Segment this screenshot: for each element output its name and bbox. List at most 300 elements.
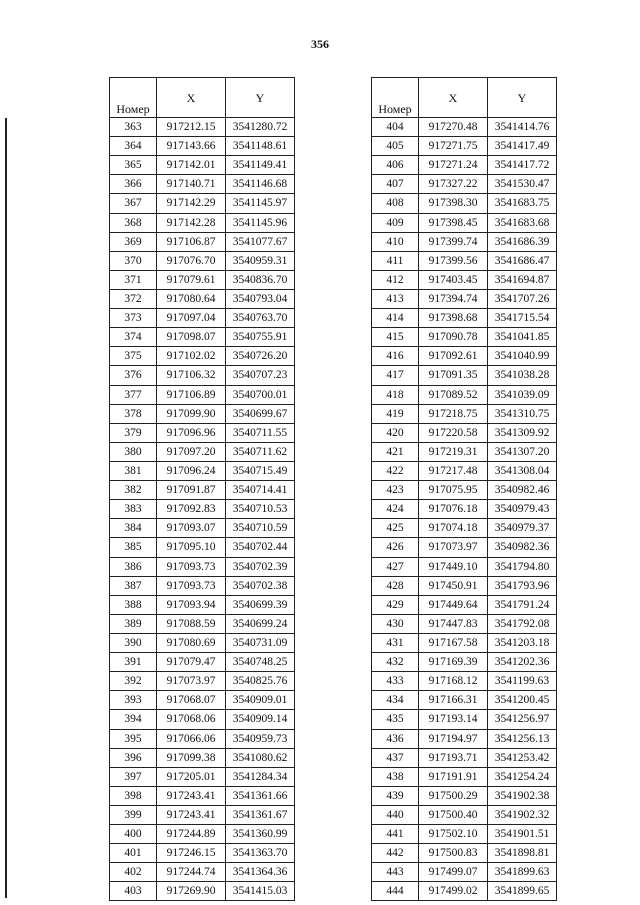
x-coordinate-cell: 917327.22 bbox=[419, 175, 488, 194]
table-row bbox=[372, 633, 557, 652]
coordinates-table-right bbox=[371, 77, 557, 901]
x-coordinate-cell: 917079.61 bbox=[157, 270, 226, 289]
y-coordinate-cell: 3540731.09 bbox=[226, 633, 295, 652]
point-number-cell: 408 bbox=[372, 194, 419, 213]
x-coordinate-cell: 917499.07 bbox=[419, 863, 488, 882]
point-number-cell: 381 bbox=[110, 461, 157, 480]
y-coordinate-cell: 3541686.39 bbox=[488, 232, 557, 251]
point-number-cell: 379 bbox=[110, 423, 157, 442]
y-coordinate-cell: 3540710.53 bbox=[226, 500, 295, 519]
x-coordinate-cell: 917399.74 bbox=[419, 232, 488, 251]
x-coordinate-cell: 917193.14 bbox=[419, 710, 488, 729]
point-number-cell: 428 bbox=[372, 576, 419, 595]
x-coordinate-cell: 917398.68 bbox=[419, 309, 488, 328]
table-row bbox=[110, 213, 295, 232]
point-number-cell: 386 bbox=[110, 557, 157, 576]
point-number-cell: 402 bbox=[110, 863, 157, 882]
y-coordinate-cell: 3541284.34 bbox=[226, 767, 295, 786]
table-row bbox=[110, 404, 295, 423]
table-row bbox=[372, 118, 557, 137]
table-row bbox=[372, 175, 557, 194]
table-row bbox=[372, 557, 557, 576]
x-coordinate-cell: 917097.20 bbox=[157, 442, 226, 461]
point-number-cell: 390 bbox=[110, 633, 157, 652]
x-coordinate-cell: 917093.07 bbox=[157, 519, 226, 538]
point-number-cell: 391 bbox=[110, 653, 157, 672]
x-coordinate-cell: 917449.10 bbox=[419, 557, 488, 576]
point-number-cell: 418 bbox=[372, 385, 419, 404]
table-row bbox=[110, 653, 295, 672]
header-number: Номер bbox=[372, 78, 419, 118]
point-number-cell: 404 bbox=[372, 118, 419, 137]
y-coordinate-cell: 3541530.47 bbox=[488, 175, 557, 194]
x-coordinate-cell: 917447.83 bbox=[419, 614, 488, 633]
y-coordinate-cell: 3541899.65 bbox=[488, 882, 557, 901]
x-coordinate-cell: 917075.95 bbox=[419, 481, 488, 500]
y-coordinate-cell: 3540710.59 bbox=[226, 519, 295, 538]
table-row bbox=[372, 786, 557, 805]
table-row bbox=[110, 595, 295, 614]
table-row bbox=[372, 366, 557, 385]
x-coordinate-cell: 917106.89 bbox=[157, 385, 226, 404]
page-number: 356 bbox=[311, 37, 329, 51]
point-number-cell: 444 bbox=[372, 882, 419, 901]
x-coordinate-cell: 917076.18 bbox=[419, 500, 488, 519]
x-coordinate-cell: 917068.07 bbox=[157, 691, 226, 710]
table-row bbox=[372, 595, 557, 614]
x-coordinate-cell: 917073.97 bbox=[419, 538, 488, 557]
x-coordinate-cell: 917271.24 bbox=[419, 156, 488, 175]
x-coordinate-cell: 917142.01 bbox=[157, 156, 226, 175]
x-coordinate-cell: 917205.01 bbox=[157, 767, 226, 786]
y-coordinate-cell: 3541899.63 bbox=[488, 863, 557, 882]
y-coordinate-cell: 3541145.97 bbox=[226, 194, 295, 213]
y-coordinate-cell: 3541686.47 bbox=[488, 251, 557, 270]
table-row bbox=[110, 786, 295, 805]
y-coordinate-cell: 3541417.72 bbox=[488, 156, 557, 175]
point-number-cell: 367 bbox=[110, 194, 157, 213]
y-coordinate-cell: 3540825.76 bbox=[226, 672, 295, 691]
point-number-cell: 396 bbox=[110, 748, 157, 767]
point-number-cell: 395 bbox=[110, 729, 157, 748]
x-coordinate-cell: 917106.87 bbox=[157, 232, 226, 251]
point-number-cell: 442 bbox=[372, 844, 419, 863]
x-coordinate-cell: 917193.71 bbox=[419, 748, 488, 767]
y-coordinate-cell: 3541309.92 bbox=[488, 423, 557, 442]
y-coordinate-cell: 3540982.46 bbox=[488, 481, 557, 500]
x-coordinate-cell: 917097.04 bbox=[157, 309, 226, 328]
y-coordinate-cell: 3541199.63 bbox=[488, 672, 557, 691]
point-number-cell: 433 bbox=[372, 672, 419, 691]
point-number-cell: 439 bbox=[372, 786, 419, 805]
point-number-cell: 412 bbox=[372, 270, 419, 289]
x-coordinate-cell: 917093.94 bbox=[157, 595, 226, 614]
y-coordinate-cell: 3541040.99 bbox=[488, 347, 557, 366]
table-body-left bbox=[110, 118, 295, 901]
x-coordinate-cell: 917099.90 bbox=[157, 404, 226, 423]
y-coordinate-cell: 3540982.36 bbox=[488, 538, 557, 557]
y-coordinate-cell: 3541146.68 bbox=[226, 175, 295, 194]
point-number-cell: 432 bbox=[372, 653, 419, 672]
header-y: Y bbox=[488, 78, 557, 118]
y-coordinate-cell: 3541041.85 bbox=[488, 328, 557, 347]
x-coordinate-cell: 917090.78 bbox=[419, 328, 488, 347]
point-number-cell: 375 bbox=[110, 347, 157, 366]
x-coordinate-cell: 917169.39 bbox=[419, 653, 488, 672]
point-number-cell: 409 bbox=[372, 213, 419, 232]
table-row bbox=[110, 557, 295, 576]
point-number-cell: 410 bbox=[372, 232, 419, 251]
point-number-cell: 371 bbox=[110, 270, 157, 289]
y-coordinate-cell: 3541694.87 bbox=[488, 270, 557, 289]
table-row bbox=[372, 519, 557, 538]
y-coordinate-cell: 3540793.04 bbox=[226, 289, 295, 308]
point-number-cell: 419 bbox=[372, 404, 419, 423]
x-coordinate-cell: 917398.30 bbox=[419, 194, 488, 213]
x-coordinate-cell: 917092.61 bbox=[419, 347, 488, 366]
x-coordinate-cell: 917095.10 bbox=[157, 538, 226, 557]
y-coordinate-cell: 3540702.38 bbox=[226, 576, 295, 595]
table-row bbox=[372, 691, 557, 710]
point-number-cell: 416 bbox=[372, 347, 419, 366]
point-number-cell: 382 bbox=[110, 481, 157, 500]
x-coordinate-cell: 917217.48 bbox=[419, 461, 488, 480]
table-row bbox=[372, 825, 557, 844]
table-row bbox=[110, 500, 295, 519]
y-coordinate-cell: 3541898.81 bbox=[488, 844, 557, 863]
y-coordinate-cell: 3541148.61 bbox=[226, 137, 295, 156]
y-coordinate-cell: 3540700.01 bbox=[226, 385, 295, 404]
table-row bbox=[372, 500, 557, 519]
y-coordinate-cell: 3541794.80 bbox=[488, 557, 557, 576]
x-coordinate-cell: 917399.56 bbox=[419, 251, 488, 270]
y-coordinate-cell: 3540909.01 bbox=[226, 691, 295, 710]
point-number-cell: 406 bbox=[372, 156, 419, 175]
table-row bbox=[372, 538, 557, 557]
y-coordinate-cell: 3541256.13 bbox=[488, 729, 557, 748]
x-coordinate-cell: 917096.96 bbox=[157, 423, 226, 442]
y-coordinate-cell: 3541308.04 bbox=[488, 461, 557, 480]
table-row bbox=[372, 461, 557, 480]
table-row bbox=[110, 519, 295, 538]
point-number-cell: 423 bbox=[372, 481, 419, 500]
header-number: Номер bbox=[110, 78, 157, 118]
table-row bbox=[110, 461, 295, 480]
point-number-cell: 429 bbox=[372, 595, 419, 614]
table-row bbox=[110, 270, 295, 289]
x-coordinate-cell: 917449.64 bbox=[419, 595, 488, 614]
y-coordinate-cell: 3541902.38 bbox=[488, 786, 557, 805]
point-number-cell: 394 bbox=[110, 710, 157, 729]
x-coordinate-cell: 917218.75 bbox=[419, 404, 488, 423]
point-number-cell: 441 bbox=[372, 825, 419, 844]
x-coordinate-cell: 917093.73 bbox=[157, 576, 226, 595]
x-coordinate-cell: 917502.10 bbox=[419, 825, 488, 844]
table-row bbox=[110, 576, 295, 595]
table-row bbox=[110, 767, 295, 786]
point-number-cell: 398 bbox=[110, 786, 157, 805]
table-row bbox=[372, 844, 557, 863]
point-number-cell: 421 bbox=[372, 442, 419, 461]
table-row bbox=[110, 672, 295, 691]
y-coordinate-cell: 3541363.70 bbox=[226, 844, 295, 863]
point-number-cell: 393 bbox=[110, 691, 157, 710]
y-coordinate-cell: 3540959.31 bbox=[226, 251, 295, 270]
table-row bbox=[110, 710, 295, 729]
table-row bbox=[110, 423, 295, 442]
table-row bbox=[372, 442, 557, 461]
table-row bbox=[110, 863, 295, 882]
point-number-cell: 378 bbox=[110, 404, 157, 423]
y-coordinate-cell: 3541038.28 bbox=[488, 366, 557, 385]
y-coordinate-cell: 3540707.23 bbox=[226, 366, 295, 385]
x-coordinate-cell: 917270.48 bbox=[419, 118, 488, 137]
x-coordinate-cell: 917244.74 bbox=[157, 863, 226, 882]
point-number-cell: 387 bbox=[110, 576, 157, 595]
x-coordinate-cell: 917142.28 bbox=[157, 213, 226, 232]
x-coordinate-cell: 917191.91 bbox=[419, 767, 488, 786]
x-coordinate-cell: 917088.59 bbox=[157, 614, 226, 633]
y-coordinate-cell: 3541361.67 bbox=[226, 805, 295, 824]
x-coordinate-cell: 917167.58 bbox=[419, 633, 488, 652]
y-coordinate-cell: 3541145.96 bbox=[226, 213, 295, 232]
coordinates-table-left bbox=[109, 77, 295, 901]
point-number-cell: 430 bbox=[372, 614, 419, 633]
y-coordinate-cell: 3540979.43 bbox=[488, 500, 557, 519]
y-coordinate-cell: 3540711.55 bbox=[226, 423, 295, 442]
table-row bbox=[110, 691, 295, 710]
table-row bbox=[372, 194, 557, 213]
x-coordinate-cell: 917066.06 bbox=[157, 729, 226, 748]
table-row bbox=[110, 748, 295, 767]
point-number-cell: 383 bbox=[110, 500, 157, 519]
point-number-cell: 368 bbox=[110, 213, 157, 232]
point-number-cell: 366 bbox=[110, 175, 157, 194]
point-number-cell: 364 bbox=[110, 137, 157, 156]
y-coordinate-cell: 3541902.32 bbox=[488, 805, 557, 824]
x-coordinate-cell: 917091.35 bbox=[419, 366, 488, 385]
y-coordinate-cell: 3541039.09 bbox=[488, 385, 557, 404]
point-number-cell: 411 bbox=[372, 251, 419, 270]
table-row bbox=[110, 118, 295, 137]
x-coordinate-cell: 917403.45 bbox=[419, 270, 488, 289]
point-number-cell: 385 bbox=[110, 538, 157, 557]
y-coordinate-cell: 3541361.66 bbox=[226, 786, 295, 805]
table-row bbox=[110, 805, 295, 824]
x-coordinate-cell: 917080.69 bbox=[157, 633, 226, 652]
x-coordinate-cell: 917089.52 bbox=[419, 385, 488, 404]
y-coordinate-cell: 3540714.41 bbox=[226, 481, 295, 500]
table-row bbox=[372, 289, 557, 308]
y-coordinate-cell: 3541791.24 bbox=[488, 595, 557, 614]
point-number-cell: 363 bbox=[110, 118, 157, 137]
table-row bbox=[110, 633, 295, 652]
point-number-cell: 413 bbox=[372, 289, 419, 308]
y-coordinate-cell: 3540748.25 bbox=[226, 653, 295, 672]
y-coordinate-cell: 3540755.91 bbox=[226, 328, 295, 347]
y-coordinate-cell: 3541793.96 bbox=[488, 576, 557, 595]
y-coordinate-cell: 3541077.67 bbox=[226, 232, 295, 251]
point-number-cell: 443 bbox=[372, 863, 419, 882]
y-coordinate-cell: 3541256.97 bbox=[488, 710, 557, 729]
table-row bbox=[110, 825, 295, 844]
table-row bbox=[110, 729, 295, 748]
y-coordinate-cell: 3541203.18 bbox=[488, 633, 557, 652]
x-coordinate-cell: 917074.18 bbox=[419, 519, 488, 538]
point-number-cell: 437 bbox=[372, 748, 419, 767]
y-coordinate-cell: 3541280.72 bbox=[226, 118, 295, 137]
x-coordinate-cell: 917244.89 bbox=[157, 825, 226, 844]
table-row bbox=[372, 270, 557, 289]
point-number-cell: 388 bbox=[110, 595, 157, 614]
y-coordinate-cell: 3540699.67 bbox=[226, 404, 295, 423]
table-row bbox=[372, 347, 557, 366]
header-x: X bbox=[157, 78, 226, 118]
table-row bbox=[372, 882, 557, 901]
x-coordinate-cell: 917243.41 bbox=[157, 786, 226, 805]
table-row bbox=[372, 614, 557, 633]
table-row bbox=[372, 309, 557, 328]
x-coordinate-cell: 917394.74 bbox=[419, 289, 488, 308]
y-coordinate-cell: 3540711.62 bbox=[226, 442, 295, 461]
y-coordinate-cell: 3540699.24 bbox=[226, 614, 295, 633]
point-number-cell: 370 bbox=[110, 251, 157, 270]
x-coordinate-cell: 917269.90 bbox=[157, 882, 226, 901]
point-number-cell: 420 bbox=[372, 423, 419, 442]
table-row bbox=[110, 194, 295, 213]
x-coordinate-cell: 917068.06 bbox=[157, 710, 226, 729]
point-number-cell: 435 bbox=[372, 710, 419, 729]
table-row bbox=[372, 767, 557, 786]
table-row bbox=[372, 213, 557, 232]
point-number-cell: 425 bbox=[372, 519, 419, 538]
header-y: Y bbox=[226, 78, 295, 118]
point-number-cell: 369 bbox=[110, 232, 157, 251]
y-coordinate-cell: 3541360.99 bbox=[226, 825, 295, 844]
y-coordinate-cell: 3540959.73 bbox=[226, 729, 295, 748]
y-coordinate-cell: 3540699.39 bbox=[226, 595, 295, 614]
y-coordinate-cell: 3541253.42 bbox=[488, 748, 557, 767]
point-number-cell: 377 bbox=[110, 385, 157, 404]
y-coordinate-cell: 3540715.49 bbox=[226, 461, 295, 480]
table-row bbox=[372, 404, 557, 423]
point-number-cell: 372 bbox=[110, 289, 157, 308]
scan-margin-bar bbox=[5, 118, 7, 898]
table-row bbox=[372, 748, 557, 767]
header-x: X bbox=[419, 78, 488, 118]
x-coordinate-cell: 917143.66 bbox=[157, 137, 226, 156]
point-number-cell: 417 bbox=[372, 366, 419, 385]
point-number-cell: 374 bbox=[110, 328, 157, 347]
point-number-cell: 397 bbox=[110, 767, 157, 786]
point-number-cell: 400 bbox=[110, 825, 157, 844]
table-row bbox=[110, 844, 295, 863]
x-coordinate-cell: 917450.91 bbox=[419, 576, 488, 595]
x-coordinate-cell: 917106.32 bbox=[157, 366, 226, 385]
x-coordinate-cell: 917092.83 bbox=[157, 500, 226, 519]
y-coordinate-cell: 3540979.37 bbox=[488, 519, 557, 538]
x-coordinate-cell: 917166.31 bbox=[419, 691, 488, 710]
y-coordinate-cell: 3541415.03 bbox=[226, 882, 295, 901]
point-number-cell: 434 bbox=[372, 691, 419, 710]
y-coordinate-cell: 3540836.70 bbox=[226, 270, 295, 289]
y-coordinate-cell: 3541414.76 bbox=[488, 118, 557, 137]
table-row bbox=[372, 137, 557, 156]
y-coordinate-cell: 3541307.20 bbox=[488, 442, 557, 461]
x-coordinate-cell: 917168.12 bbox=[419, 672, 488, 691]
y-coordinate-cell: 3541683.75 bbox=[488, 194, 557, 213]
point-number-cell: 401 bbox=[110, 844, 157, 863]
point-number-cell: 407 bbox=[372, 175, 419, 194]
point-number-cell: 376 bbox=[110, 366, 157, 385]
x-coordinate-cell: 917194.97 bbox=[419, 729, 488, 748]
y-coordinate-cell: 3541364.36 bbox=[226, 863, 295, 882]
table-row bbox=[110, 385, 295, 404]
point-number-cell: 431 bbox=[372, 633, 419, 652]
x-coordinate-cell: 917246.15 bbox=[157, 844, 226, 863]
table-row bbox=[110, 251, 295, 270]
point-number-cell: 365 bbox=[110, 156, 157, 175]
table-row bbox=[110, 309, 295, 328]
table-row bbox=[110, 614, 295, 633]
table-row bbox=[110, 328, 295, 347]
table-row bbox=[110, 137, 295, 156]
y-coordinate-cell: 3540909.14 bbox=[226, 710, 295, 729]
x-coordinate-cell: 917499.02 bbox=[419, 882, 488, 901]
point-number-cell: 373 bbox=[110, 309, 157, 328]
y-coordinate-cell: 3541202.36 bbox=[488, 653, 557, 672]
x-coordinate-cell: 917271.75 bbox=[419, 137, 488, 156]
y-coordinate-cell: 3540763.70 bbox=[226, 309, 295, 328]
y-coordinate-cell: 3541417.49 bbox=[488, 137, 557, 156]
x-coordinate-cell: 917099.38 bbox=[157, 748, 226, 767]
point-number-cell: 384 bbox=[110, 519, 157, 538]
table-row bbox=[372, 481, 557, 500]
table-row bbox=[372, 251, 557, 270]
point-number-cell: 436 bbox=[372, 729, 419, 748]
table-row bbox=[372, 576, 557, 595]
y-coordinate-cell: 3541080.62 bbox=[226, 748, 295, 767]
x-coordinate-cell: 917142.29 bbox=[157, 194, 226, 213]
y-coordinate-cell: 3541310.75 bbox=[488, 404, 557, 423]
y-coordinate-cell: 3540702.39 bbox=[226, 557, 295, 576]
table-header-row bbox=[110, 78, 295, 118]
x-coordinate-cell: 917091.87 bbox=[157, 481, 226, 500]
point-number-cell: 403 bbox=[110, 882, 157, 901]
point-number-cell: 438 bbox=[372, 767, 419, 786]
point-number-cell: 424 bbox=[372, 500, 419, 519]
x-coordinate-cell: 917076.70 bbox=[157, 251, 226, 270]
y-coordinate-cell: 3541901.51 bbox=[488, 825, 557, 844]
y-coordinate-cell: 3541715.54 bbox=[488, 309, 557, 328]
x-coordinate-cell: 917212.15 bbox=[157, 118, 226, 137]
table-row bbox=[372, 328, 557, 347]
point-number-cell: 422 bbox=[372, 461, 419, 480]
x-coordinate-cell: 917080.64 bbox=[157, 289, 226, 308]
y-coordinate-cell: 3541792.08 bbox=[488, 614, 557, 633]
table-body-right bbox=[372, 118, 557, 901]
x-coordinate-cell: 917140.71 bbox=[157, 175, 226, 194]
table-row bbox=[372, 805, 557, 824]
x-coordinate-cell: 917093.73 bbox=[157, 557, 226, 576]
point-number-cell: 415 bbox=[372, 328, 419, 347]
x-coordinate-cell: 917102.02 bbox=[157, 347, 226, 366]
table-row bbox=[372, 672, 557, 691]
table-row bbox=[110, 366, 295, 385]
x-coordinate-cell: 917500.40 bbox=[419, 805, 488, 824]
point-number-cell: 389 bbox=[110, 614, 157, 633]
point-number-cell: 405 bbox=[372, 137, 419, 156]
